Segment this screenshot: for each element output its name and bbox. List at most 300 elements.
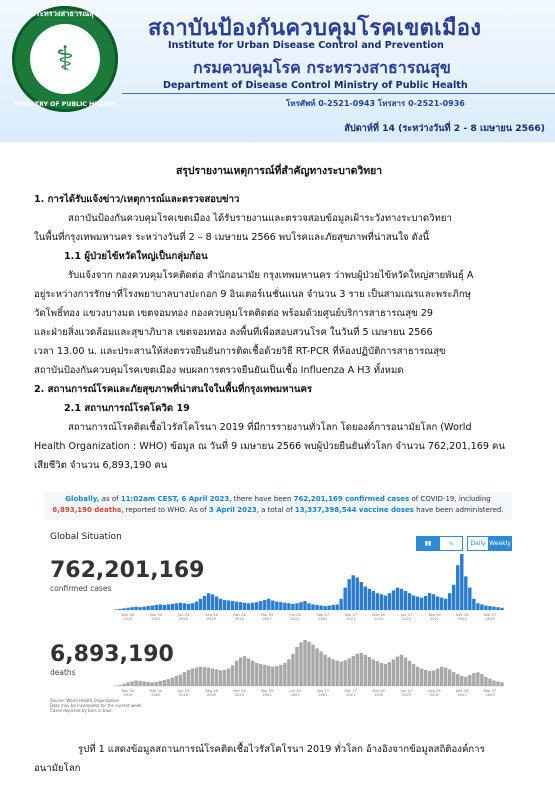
deaths-bar [311,645,314,686]
cases-bar [396,588,399,610]
paragraph-line: และฝ่ายสิ่งแวดล้อมและสุขาภิบาล เขตจอมทอง ลงพื้นที่เพื่อสอบสวนโรค ในวันที่ 5 เมษายน 2566 [34,327,433,338]
cases-bar [227,600,230,610]
figure-caption [34,740,524,778]
covid-charts-svg [44,492,512,720]
deaths-bar [352,656,355,686]
cases-bar [291,604,294,610]
paragraph-line: ในพื้นที่กรุงเทพมหานคร ระหว่างวันที่ 2 – 8 เมษายน 2566 พบโรคและภัยสุขภาพที่น่าสนใจ ดังนี้ [34,232,430,243]
deaths-x-tick-year: 2022 [429,693,439,697]
cases-bar [356,578,359,610]
cases-bar [436,597,439,610]
cases-bar [239,602,242,610]
cases-bar [155,605,158,610]
deaths-bar [339,662,342,686]
source-line: Data may be incomplete for the current week. [50,703,143,708]
caption-line: อนามัยโลก [34,763,81,774]
deaths-bar [496,681,499,686]
deaths-bar [223,670,226,686]
deaths-bar [235,661,238,686]
cases-bar [255,602,258,610]
deaths-x-tick-year: 2020 [151,693,161,697]
deaths-bar [356,654,359,686]
deaths-bar [392,659,395,686]
deaths-bar [118,685,121,686]
cases-bar [175,603,178,610]
cases-bar [259,601,262,610]
deaths-bar [291,654,294,686]
banner-text: , reported to WHO. As of [121,506,209,514]
cases-bar [339,599,342,610]
deaths-bar [307,642,310,686]
deaths-bar [372,659,375,686]
deaths-bar [315,648,318,686]
cases-x-tick-year: 2022 [457,617,467,621]
cases-bar [331,605,334,610]
cases-bar [171,604,174,610]
deaths-x-tick-year: 2021 [290,693,300,697]
deaths-x-tick-label: Mar 30 [149,689,163,693]
confirmed-cases-label: confirmed cases [50,584,112,593]
deaths-bar [319,652,322,687]
deaths-bar [191,669,194,686]
paragraph-line: วัดโพธิ์ทอง แขวงบางมด เขตจอมทอง กองควบคุมโรคติดต่อ พร้อมด้วยศูนย์บริการสาธารณสุข 29 [34,308,433,319]
deaths-bar [179,675,182,687]
banner-text: , there have been [229,495,294,503]
deaths-bar [211,669,214,686]
section-1-1-heading: 1.1 ผู้ป่วยไข้หวัดใหญ่เป็นกลุ่มก้อน [64,251,208,262]
deaths-bar [368,657,371,686]
cases-bar [114,609,117,610]
deaths-bar [159,681,162,686]
deaths-x-tick-label: Jun 28 [289,689,301,693]
cases-x-tick-label: Mar 30 [149,613,163,617]
institute-title-thai: สถาบันป้องกันควบคุมโรคเขตเมือง [148,16,482,41]
cases-bar [251,603,254,610]
deaths-x-tick-label: Mar 28 [372,689,385,693]
banner-text: 6,893,190 deaths [52,506,122,514]
cases-bar [167,604,170,610]
cases-bar [150,606,153,610]
deaths-bar [476,672,479,686]
cases-bar [307,603,310,610]
deaths-bar [488,679,491,686]
deaths-bar [440,667,443,686]
deaths-label: deaths [50,668,76,677]
deaths-bar [287,659,290,686]
banner-text: as of [99,495,121,503]
line-chart-icon: ∿ [448,540,454,547]
cases-bar [315,605,318,610]
deaths-x-tick-label: Sep 27 [316,689,330,693]
cases-bar [360,582,363,610]
deaths-bar [283,663,286,686]
cases-bar [187,604,190,610]
cases-bar [476,603,479,610]
banner-text: 13,337,398,544 vaccine doses [294,506,414,514]
paragraph-line: สถาบันป้องกันควบคุมโรคเขตเมือง ได้รับรายงานและตรวจสอบข้อมูลเฝ้าระวังทางระบาดวิทยา [68,213,452,224]
deaths-bar [468,675,471,686]
ministry-logo [12,6,118,112]
cases-bar [468,588,471,610]
cases-x-tick-label: Mar 27 [483,613,497,617]
deaths-bar [360,653,363,686]
deaths-bar [299,642,302,686]
deaths-x-tick-year: 2020 [206,693,217,697]
cases-bar [456,565,459,610]
deaths-bar [428,671,431,686]
cases-x-tick-label: Jun 28 [289,613,301,617]
deaths-bar [400,655,403,686]
deaths-bar [323,655,326,686]
deaths-bar [247,658,250,686]
cases-bar [195,602,198,610]
cases-bar [480,604,483,610]
cases-bar [384,595,387,610]
cases-bar [215,597,218,610]
cases-bar [126,608,129,610]
deaths-bar [295,647,298,686]
cases-bar [327,606,330,610]
cases-x-tick-year: 2021 [290,617,300,621]
deaths-x-tick-label: Mar 27 [483,689,497,693]
cases-x-tick-year: 2021 [318,617,328,621]
deaths-bar [376,661,379,686]
deaths-bar [416,667,419,686]
bar-chart-icon: ▮▮ [424,540,432,547]
cases-x-tick-label: Sep 27 [316,613,330,617]
deaths-bar [259,664,262,686]
logo-text-bottom: MINISTRY OF PUBLIC HEALTH [14,101,116,108]
header-divider [122,93,555,94]
report-week: สัปดาห์ที่ 14 (ระหว่างวันที่ 2 - 8 เมษายน 2566) [344,123,545,134]
source-line: Cases depicted by bars in blue [50,708,112,713]
banner-text: 762,201,169 confirmed cases [293,495,410,503]
cases-bar [376,593,379,610]
confirmed-cases-total: 762,201,169 [50,558,205,583]
deaths-bar [142,681,145,686]
chart-source-note [50,698,143,713]
deaths-bar [380,663,383,686]
cases-bar [223,600,226,610]
paragraph-line: Health Organization : WHO) ข้อมูล ณ วันที่ 9 เมษายน 2566 พบผู้ป่วยยืนยันทั่วโลก จำนวน 762,201,169 คน [34,441,505,452]
department-title-thai: กรมควบคุมโรค กระทรวงสาธารณสุข [193,58,451,77]
cases-bar [311,604,314,610]
deaths-bar [456,674,459,686]
deaths-bar [146,682,149,686]
cases-x-tick-label: Sep 28 [205,613,218,617]
cases-bar [352,575,355,610]
cases-bar [275,602,278,610]
cases-bar [428,593,431,610]
cases-bar [472,599,475,610]
cases-bar [146,606,149,610]
cases-bar [287,603,290,610]
cases-x-tick-label: Dec 26 [455,613,469,617]
banner-text: Globally, [65,495,100,503]
deaths-bar [175,676,178,686]
deaths-bar [432,670,435,686]
banner-text: 3 April 2023 [208,506,257,514]
cases-x-tick-year: 2022 [374,617,384,621]
cases-bar [492,607,495,610]
deaths-bar [464,677,467,686]
deaths-x-tick-label: Dec 30 [121,689,135,693]
cases-bar [183,603,186,610]
cases-bar [303,601,306,610]
cases-x-tick-label: Dec 27 [344,613,358,617]
caption-line: รูปที่ 1 แสดงข้อมูลสถานการณ์โรคติดเชื้อไวรัสโคโรนา 2019 ทั่วโลก อ้างอิงจากข้อมูลสถิติองค์การ [78,744,485,755]
deaths-bar [408,661,411,686]
cases-bar [364,586,367,610]
cases-bar [488,606,491,610]
deaths-bar [126,682,129,686]
cases-bar [452,585,455,610]
deaths-bar [130,681,133,686]
cases-bar [343,588,346,610]
deaths-x-tick-year: 2019 [123,693,133,697]
deaths-bar [404,657,407,686]
cases-bar [130,607,133,610]
cases-bar [142,607,145,610]
deaths-bar [452,672,455,686]
cases-bar [283,603,286,610]
deaths-bar [263,665,266,686]
deaths-bar [203,667,206,686]
daily-toggle[interactable]: Daily [467,536,489,551]
deaths-bar [424,670,427,686]
deaths-bar [271,667,274,686]
deaths-bar [388,662,391,686]
cases-bar [138,607,141,610]
deaths-bar [331,659,334,686]
cases-bar [348,579,351,610]
cases-x-tick-year: 2021 [262,617,272,621]
deaths-bar [327,657,330,686]
paragraph-line: เสียชีวิต จำนวน 6,893,190 คน [34,460,168,471]
cases-x-tick-label: Mar 29 [260,613,274,617]
banner-text: , a total of [256,506,295,514]
cases-bar [199,599,202,610]
cases-bar [416,597,419,610]
logo-text-top: กระทรวงสาธารณสุข [31,9,99,18]
cases-bar [420,598,423,610]
deaths-x-tick-label: Jun 29 [177,689,190,693]
cases-bar [500,608,503,610]
paragraph-line: เวลา 13.00 น. และประสานให้ส่งตรวจยืนยันการติดเชื้อด้วยวิธี RT-PCR ที่ห้องปฏิบัติการสาธารณสุข [34,346,446,357]
weekly-toggle[interactable]: Weekly [488,536,512,551]
cases-bar [323,606,326,610]
cases-bar [191,603,194,610]
deaths-bar [207,668,210,686]
cases-bar [207,593,210,610]
deaths-bar [412,664,415,686]
deaths-bar [500,682,503,686]
cases-bar [231,601,234,610]
banner-text: of COVID-19, including [409,495,491,503]
cases-bar [335,604,338,610]
cases-bar [484,606,487,610]
cases-bar [179,603,182,610]
cases-x-tick-label: Jun 27 [400,613,413,617]
deaths-x-tick-label: Mar 29 [260,689,274,693]
deaths-bar [163,680,166,686]
deaths-bar [171,678,174,686]
deaths-x-tick-year: 2021 [262,693,272,697]
deaths-bar [480,674,483,686]
cases-x-tick-label: Jun 29 [177,613,190,617]
deaths-x-tick-label: Dec 26 [455,689,469,693]
paragraph-line: สถาบันป้องกันควบคุมโรคเขตเมือง พบผลการตรวจยืนยันเป็นเชื้อ Influenza A H3 ทั้งหมด [34,365,404,376]
deaths-bar [364,655,367,686]
cases-bar [372,591,375,610]
deaths-bar [279,665,282,686]
section-1-heading: 1. การได้รับแจ้งข่าว/เหตุการณ์และตรวจสอบข่าว [34,194,240,205]
deaths-bar [138,681,141,686]
cases-x-tick-year: 2019 [123,617,133,621]
deaths-x-tick-label: Sep 26 [428,689,441,693]
paragraph-line: อยู่ระหว่างการรักษาที่โรงพยาบาลบางปะกอก 9 อินเตอร์เนชั่นแนล จำนวน 3 ราย เป็นสามเณรและพระภิกษุ [34,289,471,300]
deaths-x-tick-year: 2021 [346,693,356,697]
cases-bar [235,602,238,610]
deaths-bar [251,661,254,686]
cases-bar [159,604,162,610]
cases-x-tick-year: 2022 [401,617,412,621]
cases-bar [299,602,302,610]
deaths-bar [122,684,125,686]
deaths-bar [231,665,234,686]
institute-title-english: Institute for Urban Disease Control and Prevention [168,40,444,51]
deaths-x-tick-label: Dec 27 [344,689,358,693]
department-title-english: Department of Disease Control Ministry of Public Health [163,80,468,91]
report-title: สรุปรายงานเหตุการณ์ที่สำคัญทางระบาดวิทยา [175,165,383,177]
deaths-bar [187,670,190,686]
section-2-1-heading: 2.1 สถานการณ์โรคโควิด 19 [64,403,190,414]
who-covid-figure [44,492,512,720]
cases-bar [219,599,222,610]
cases-bar [496,607,499,610]
cases-x-tick-year: 2021 [346,617,356,621]
deaths-bar [343,660,346,686]
cases-bar [432,594,435,610]
deaths-x-tick-year: 2020 [234,693,244,697]
cases-bar [122,608,125,610]
deaths-x-tick-label: Sep 28 [205,689,218,693]
cases-bar [203,596,206,610]
deaths-x-tick-year: 2021 [318,693,328,697]
cases-bar [319,606,322,610]
cases-x-tick-year: 2023 [485,617,495,621]
paragraph-line: สถานการณ์โรคติดเชื้อไวรัสโคโรนา 2019 ที่มีการรายงานทั่วโลก โดยองค์การอนามัยโลก (World [68,422,472,433]
deaths-x-tick-year: 2020 [179,693,189,697]
deaths-bar [219,670,222,686]
cases-bar [295,603,298,610]
cases-bar [211,594,214,610]
deaths-bar [335,661,338,686]
deaths-bar [134,680,137,686]
cases-bar [163,605,166,610]
cases-bar [460,554,463,610]
caduceus-icon: ⚕ [30,24,100,94]
cases-bar [440,598,443,610]
deaths-x-tick-year: 2023 [485,693,495,697]
cases-x-tick-label: Mar 28 [372,613,385,617]
deaths-bar [155,682,158,686]
global-situation-heading: Global Situation [50,532,122,542]
cases-bar [263,600,266,610]
cases-bar [404,591,407,610]
banner-text: have been administered. [413,506,504,514]
deaths-x-tick-year: 2022 [457,693,467,697]
cases-bar [392,590,395,610]
deaths-bar [243,656,246,686]
deaths-total: 6,893,190 [50,642,174,667]
deaths-bar [436,669,439,686]
deaths-bar [460,676,463,686]
cases-bar [279,602,282,610]
deaths-bar [227,669,230,686]
contact-phone: โทรศัพท์ 0-2521-0943 โทรสาร 0-2521-0936 [286,99,465,108]
deaths-bar [396,657,399,686]
cases-bar [408,593,411,610]
deaths-bar [472,673,475,686]
cases-x-tick-year: 2020 [179,617,189,621]
cases-bar [400,589,403,610]
cases-bar [267,599,270,610]
cases-bar [464,576,467,610]
cases-bar [271,600,274,610]
cases-bar [444,599,447,610]
cases-bar [368,589,371,610]
deaths-bar [215,669,218,686]
cases-bar [412,595,415,610]
deaths-bar [303,640,306,686]
deaths-bar [199,667,202,686]
report-header [0,0,555,142]
deaths-bar [167,679,170,686]
deaths-bar [239,657,242,686]
cases-bar [134,607,137,610]
deaths-bar [492,680,495,686]
deaths-bar [255,663,258,686]
cases-bar [448,593,451,610]
deaths-x-tick-year: 2022 [374,693,384,697]
deaths-bar [384,664,387,686]
deaths-x-tick-year: 2022 [401,693,412,697]
cases-x-tick-label: Dec 28 [233,613,246,617]
cases-x-tick-year: 2020 [206,617,217,621]
paragraph-line: รับแจ้งจาก กองควบคุมโรคติดต่อ สำนักอนามัย กรุงเทพมหานคร ว่าพบผู้ป่วยไข้หวัดใหญ่สายพันธุ์ A [68,270,474,281]
cases-x-tick-label: Dec 30 [121,613,135,617]
deaths-bar [348,658,351,686]
cases-x-tick-year: 2020 [151,617,161,621]
cases-bar [388,593,391,610]
deaths-bar [195,668,198,686]
deaths-bar [448,669,451,686]
cases-bar [380,594,383,610]
cases-bar [424,596,427,610]
deaths-bar [267,666,270,686]
source-line: Source: World Health Organization [50,698,120,703]
section-2-heading: 2. สถานการณ์โรคและภัยสุขภาพที่น่าสนใจในพื้นที่กรุงเทพมหานคร [34,384,313,395]
deaths-bar [183,672,186,686]
deaths-bar [420,669,423,686]
deaths-bar [150,682,153,686]
cases-x-tick-year: 2022 [429,617,439,621]
cases-x-tick-year: 2020 [234,617,244,621]
banner-text: 11:02am CEST, 6 April 2023 [120,495,230,503]
cases-x-tick-label: Sep 26 [428,613,441,617]
cases-bar [118,609,121,610]
